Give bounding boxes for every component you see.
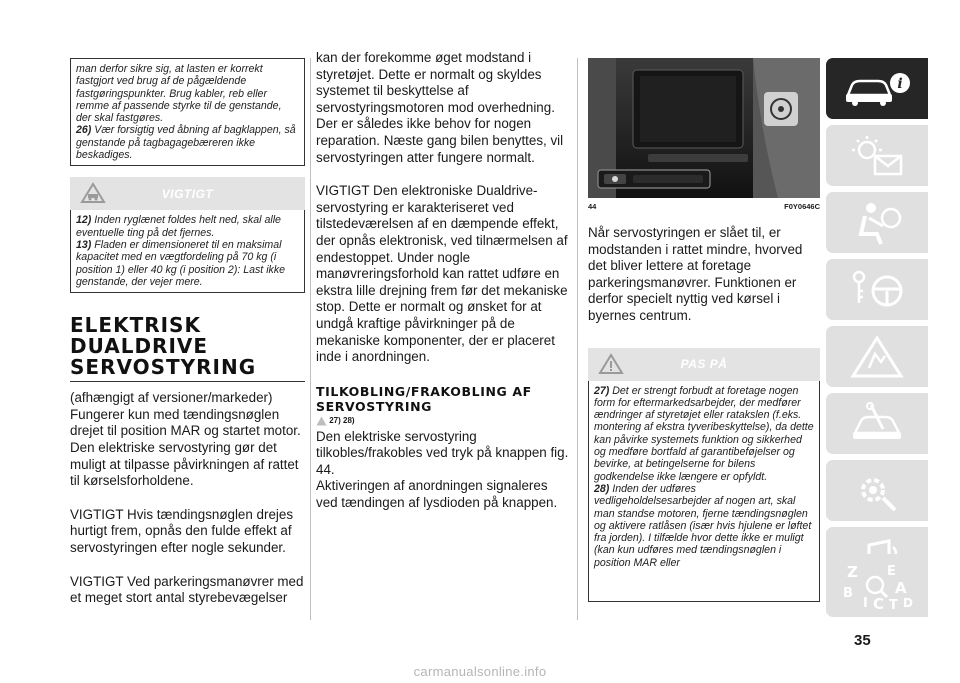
column-divider	[310, 58, 311, 620]
column-3	[588, 58, 820, 602]
warning-box-pas-paa	[588, 348, 820, 602]
warning-title: PAS PÅ	[680, 357, 728, 372]
body-paragraph: Når servostyringen er slået til, er modstanden i rattet mindre, hvorved det bliver lettere at foretage parkeringsmanøvrer. Funktionen er derfor specielt nyttig ved kørsel i byernes centrum.	[588, 225, 803, 323]
index-letter: Z	[847, 562, 858, 581]
figure-number: 44	[588, 202, 597, 211]
section-heading: ELEKTRISK DUALDRIVE SERVOSTYRING	[70, 315, 305, 382]
body-paragraph: (afhængigt af versioner/markeder) Fungerer kun med tændingsnøglen drejet til position MAR og startet motor. Den elektriske servostyring gør det muligt at tilpasse påvirkningen af rattet til kørselsforholdene.	[70, 390, 301, 489]
car-info-icon	[842, 69, 912, 109]
tab-technical-data[interactable]	[826, 460, 928, 521]
warning-header	[588, 348, 820, 381]
warning-item: 13) Fladen er dimensioneret til en maksimal kapacitet med en vægtfordeling på 70 kg (i position 1) eller 40 kg (i position 2): Last ikke genstande, der vejer mere.	[76, 238, 286, 288]
note-paragraph: 26) Vær forsigtig ved åbning af bagklappen, så genstande på tagbagagebæreren ikke beskadiges.	[76, 124, 296, 162]
gear-wrench-icon	[847, 468, 907, 514]
warning-lights-icon	[847, 134, 907, 178]
road-warning-icon	[847, 334, 907, 380]
index-letter: D	[903, 595, 913, 610]
index-letter: T	[889, 597, 898, 613]
body-paragraph: kan der forekomme øget modstand i styretøjet. Dette er normalt og skyldes systemet til beskyttelse af servostyringsmotoren mod overhedning. Der er således ikke behov for nogen reparation. Næste gang bilen benyttes, vil servostyringen atter fungere normalt.	[316, 50, 564, 165]
body-paragraph: VIGTIGT Hvis tændingsnøglen drejes hurtigt frem, opnås den fulde effekt af servostyringen efter nogle sekunder.	[70, 506, 294, 555]
index-letter: A	[895, 578, 907, 597]
body-paragraph: VIGTIGT Den elektroniske Dualdrive-servostyring er karakteriseret ved tilstedeværelsen af en dæmpende effekt, der opnås elektronisk, ved tilnærmelsen af endestoppet. Under nogle manøvreringsforhold kan rattet udføre en ekstra lille drejning frem før det mekaniske stop. Dette er normalt og ønsket for at undgå kraftige påvirkninger på de mekaniske komponenter, der er placeret inde i anordningen.	[316, 183, 568, 365]
warning-exclamation-icon	[598, 353, 624, 380]
column-divider	[577, 58, 578, 620]
alphabetical-index-icon	[837, 559, 917, 613]
wrench-car-icon	[847, 401, 907, 447]
tab-car-info[interactable]	[826, 58, 928, 119]
index-letter: I	[863, 595, 868, 611]
warning-header	[70, 177, 305, 210]
index-letter: C	[873, 594, 885, 613]
footer-watermark: carmanualsonline.info	[413, 664, 547, 679]
warning-triangle-icon	[316, 416, 327, 426]
subsection-heading: TILKOBLING/FRAKOBLING AF SERVOSTYRING	[316, 383, 532, 414]
note-paragraph: man derfor sikre sig, at lasten er korrekt fastgjort ved brug af de pågældende fastgøringspunkter. Brug kabler, reb eller remme af passende styrke til de genstande, der skal fastgøres.	[76, 63, 282, 125]
body-paragraph: Aktiveringen af anordningen signaleres ved tændingen af lysdioden på knappen.	[316, 478, 558, 511]
warning-body	[588, 381, 820, 602]
tab-index[interactable]	[826, 554, 928, 617]
body-paragraph: Den elektriske servostyring tilkobles/frakobles ved tryk på knappen fig. 44.	[316, 428, 569, 477]
tab-emergency[interactable]	[826, 326, 928, 387]
warning-car-icon	[80, 182, 106, 209]
figure-caption	[588, 202, 820, 211]
tab-warning-lights[interactable]	[826, 125, 928, 186]
svg-text:i: i	[897, 75, 903, 92]
column-1	[70, 0, 305, 607]
airbag-seat-icon	[847, 200, 907, 246]
warning-body	[70, 210, 305, 293]
warning-item: 27) Det er strengt forbudt at foretage nogen form for eftermarkedsarbejder, der medfører ændringer af styretøjet eller ratakslen (f.eks. montering af ekstra tyveribeskyttelse), da dette kan påvirke systemets funktion og sikkerhed og medføre bortfald af garantibeføjelser og bevirke, at betingelserne for bilens godkendelse ikke længere er opfyldt.	[594, 384, 814, 483]
index-letter: B	[843, 585, 853, 601]
page-number: 35	[854, 632, 871, 649]
top-note-box	[70, 58, 305, 166]
index-letter: E	[887, 563, 896, 579]
warning-item: 12) Inden ryglænet foldes helt ned, skal alle eventuelle ting på det fjernes.	[76, 214, 281, 239]
warning-item: 28) Inden der udføres vedligeholdelsesarbejder af nogen art, skal man standse motoren, fjerne tændingsnøglen og aktivere ratlåsen (især hvis hjulene er løftet fra jorden). I tilfælde hvor dette ikke er muligt (kan kun udføres med tændingsnøglen i position MAR eller	[594, 482, 812, 569]
body-paragraph: VIGTIGT Ved parkeringsmanøvrer med et meget stort antal styrebevægelser	[70, 573, 304, 606]
tab-safety[interactable]	[826, 192, 928, 253]
figure-code: F0Y0646C	[784, 202, 820, 211]
warning-box-vigtigt	[70, 177, 305, 293]
key-steering-wheel-icon	[847, 267, 907, 313]
dashboard-photo	[588, 58, 820, 198]
tab-maintenance[interactable]	[826, 393, 928, 454]
note-references: 27) 28)	[316, 416, 572, 426]
tab-starting-driving[interactable]	[826, 259, 928, 320]
warning-title: VIGTIGT	[161, 186, 214, 201]
column-2	[316, 50, 572, 512]
